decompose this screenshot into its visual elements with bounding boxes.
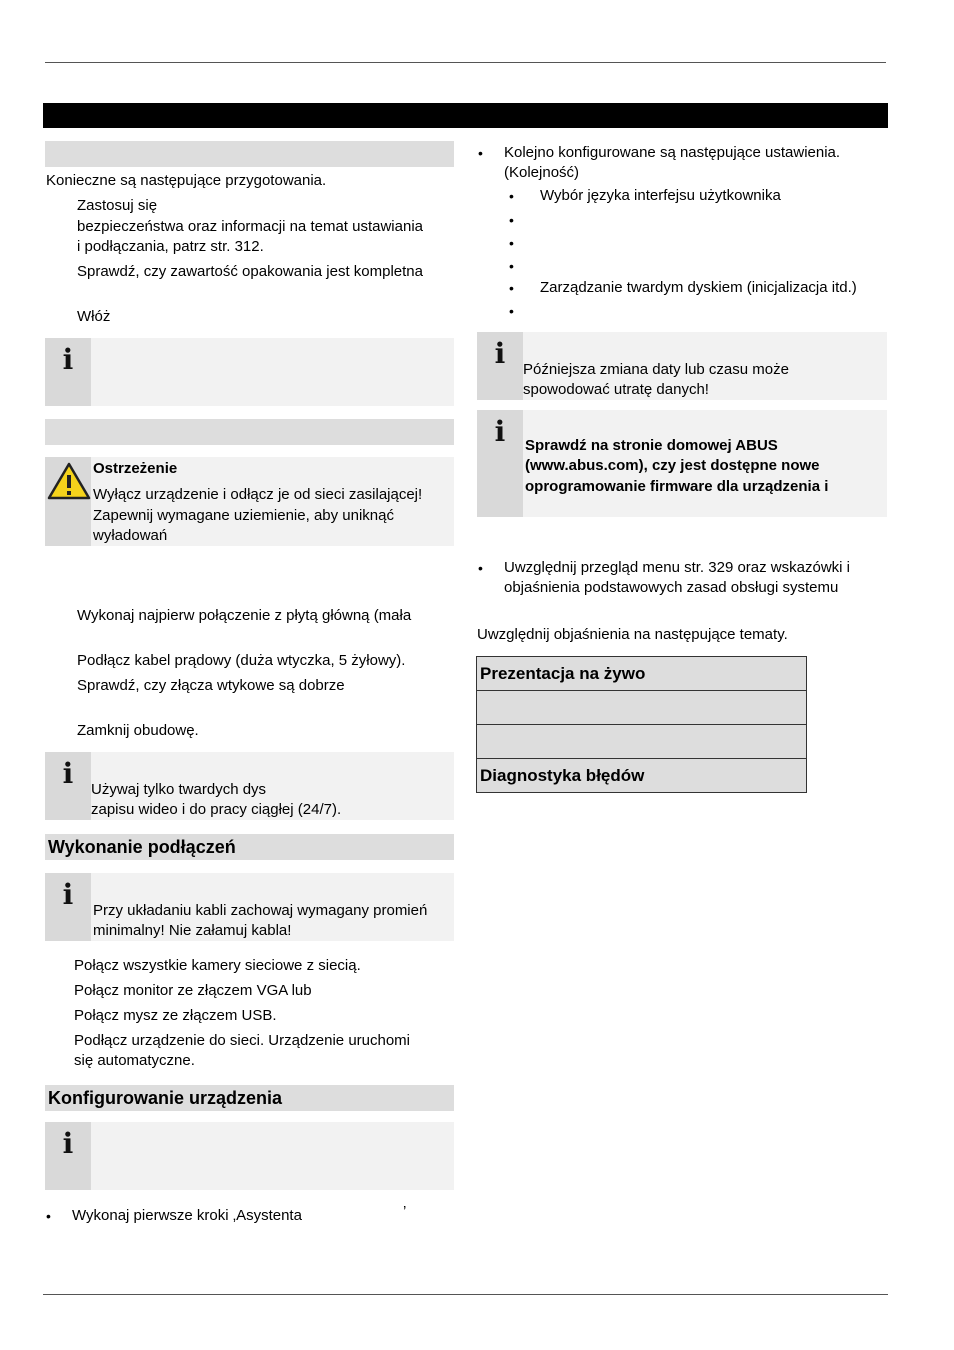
info-icon: i <box>494 415 506 448</box>
bottom-rule <box>43 1294 888 1295</box>
date-note-line-1: Późniejsza zmiana daty lub czasu może <box>523 361 789 378</box>
info-box-date <box>477 332 887 400</box>
bullet-icon: • <box>509 235 514 251</box>
warning-triangle-icon <box>47 461 91 501</box>
topic-cell <box>477 725 807 759</box>
topic-cell: Prezentacja na żywo <box>477 657 807 691</box>
connections-note-line-1: Przy układaniu kabli zachowaj wymagany promień <box>93 902 428 919</box>
section-title-bar <box>43 103 888 128</box>
bullet-icon: • <box>509 258 514 274</box>
bullet-icon: • <box>509 280 514 296</box>
bullet-icon: • <box>509 212 514 228</box>
connections-step-4-line-2: się automatyczne. <box>74 1052 195 1069</box>
info-box-prep <box>45 338 454 406</box>
info-icon: i <box>494 337 506 370</box>
sequence-item-language: Wybór języka interfejsu użytkownika <box>540 187 781 204</box>
info-box-hdd <box>45 752 454 820</box>
hdd-step-2: Podłącz kabel prądowy (duża wtyczka, 5 żyłowy). <box>77 652 406 669</box>
bullet-icon: • <box>478 145 483 161</box>
prep-intro: Konieczne są następujące przygotowania. <box>46 172 327 189</box>
connections-heading: Wykonanie podłączeń <box>45 834 454 860</box>
firmware-note-line-3: oprogramowanie firmware dla urządzenia i <box>525 478 829 495</box>
bullet-icon: • <box>46 1208 51 1224</box>
info-box-connections <box>45 873 454 941</box>
connections-step-4: Podłącz urządzenie do sieci. Urządzenie uruchomi <box>74 1032 411 1049</box>
topics-intro: Uwzględnij objaśnienia na następujące tematy. <box>477 626 788 643</box>
connections-note-line-2: minimalny! Nie załamuj kabla! <box>93 922 292 939</box>
info-icon: i <box>62 1127 74 1160</box>
topic-cell <box>477 691 807 725</box>
prep-step-1-line-2: bezpieczeństwa oraz informacji na temat ustawiania <box>77 218 424 235</box>
info-icon: i <box>62 343 74 376</box>
configure-wizard-quote: ’ <box>403 1203 407 1220</box>
hdd-heading <box>45 419 454 445</box>
hdd-note-line-2: zapisu wideo i do pracy ciągłej (24/7). <box>91 801 342 818</box>
bullet-icon: • <box>509 303 514 319</box>
table-row <box>477 691 807 725</box>
menu-overview-line-2: objaśnienia podstawowych zasad obsługi systemu <box>504 579 839 596</box>
warning-line-2: Zapewnij wymagane uziemienie, aby uniknąć <box>93 507 394 524</box>
prep-step-1: Zastosuj się <box>77 197 158 214</box>
info-icon: i <box>62 757 74 790</box>
warning-box <box>45 457 454 546</box>
info-box-firmware <box>477 410 887 517</box>
bullet-icon: • <box>509 188 514 204</box>
menu-overview-line-1: Uwzględnij przegląd menu str. 329 oraz wskazówki i <box>504 559 850 576</box>
table-row <box>477 725 807 759</box>
date-note-line-2: spowodować utratę danych! <box>523 381 709 398</box>
connections-step-3: Połącz mysz ze złączem USB. <box>74 1007 277 1024</box>
warning-line-1: Wyłącz urządzenie i odłącz je od sieci zasilającej! <box>93 486 423 503</box>
warning-title: Ostrzeżenie <box>93 460 178 477</box>
warning-line-3: wyładowań <box>93 527 168 544</box>
configure-heading: Konfigurowanie urządzenia <box>45 1085 454 1111</box>
top-rule <box>45 62 886 63</box>
preparation-heading <box>45 141 454 167</box>
configure-wizard-item: Wykonaj pierwsze kroki ‚Asystenta <box>72 1207 302 1224</box>
prep-step-3: Włóż <box>77 308 111 325</box>
firmware-note-line-2: (www.abus.com), czy jest dostępne nowe <box>525 457 820 474</box>
bullet-icon: • <box>478 560 483 576</box>
prep-step-2: Sprawdź, czy zawartość opakowania jest kompletna <box>77 263 423 280</box>
sequence-line-1: Kolejno konfigurowane są następujące ustawienia. <box>504 144 841 161</box>
connections-step-1: Połącz wszystkie kamery sieciowe z siecią. <box>74 957 361 974</box>
prep-step-1-line-3: i podłączania, patrz str. 312. <box>77 238 264 255</box>
firmware-note-line-1: Sprawdź na stronie domowej ABUS <box>525 437 778 454</box>
info-box-configure <box>45 1122 454 1190</box>
hdd-step-4: Zamknij obudowę. <box>77 722 199 739</box>
connections-step-2: Połącz monitor ze złączem VGA lub <box>74 982 312 999</box>
topic-cell: Diagnostyka błędów <box>477 759 807 793</box>
info-icon: i <box>62 878 74 911</box>
hdd-step-3: Sprawdź, czy złącza wtykowe są dobrze <box>77 677 345 694</box>
topics-table <box>476 656 807 793</box>
sequence-item-hdd: Zarządzanie twardym dyskiem (inicjalizacja itd.) <box>540 279 857 296</box>
table-row <box>477 759 807 793</box>
hdd-note-line-1: Używaj tylko twardych dys <box>91 781 267 798</box>
hdd-step-1: Wykonaj najpierw połączenie z płytą główną (mała <box>77 607 412 624</box>
sequence-line-2: (Kolejność) <box>504 164 580 181</box>
table-row <box>477 657 807 691</box>
